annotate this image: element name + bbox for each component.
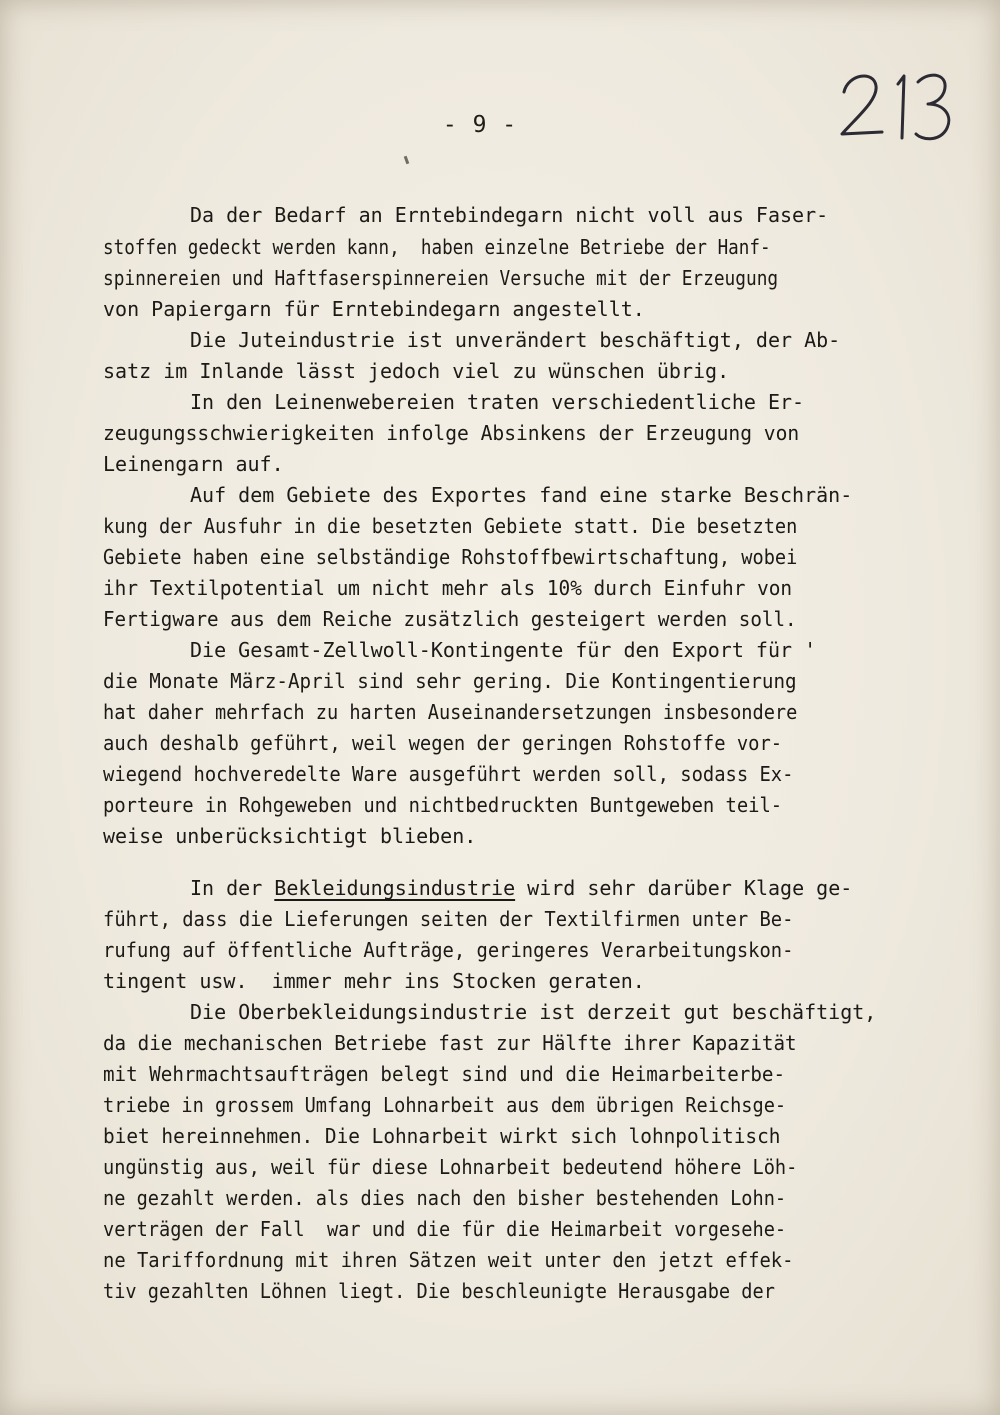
text-line: Gebiete haben eine selbständige Rohstoffbewirtschaftung, wobei [103, 545, 798, 569]
text-run: In der [190, 876, 275, 900]
text-line: die Monate März-April sind sehr gering. Die Kontingentierung [103, 669, 797, 693]
text-line: Da der Bedarf an Erntebindegarn nicht voll aus Faser- [190, 203, 829, 227]
underlined-heading-word: Bekleidungsindustrie [274, 876, 516, 900]
text-line: biet hereinnehmen. Die Lohnarbeit wirkt sich lohnpolitisch [103, 1124, 781, 1148]
text-line: auch deshalb geführt, weil wegen der geringen Rohstoffe vor- [103, 731, 783, 755]
text-line: Fertigware aus dem Reiche zusätzlich gesteigert werden soll. [103, 607, 797, 631]
text-line: tiv gezahlten Löhnen liegt. Die beschleunigte Herausgabe der [103, 1279, 775, 1303]
text-line: wiegend hochveredelte Ware ausgeführt werden soll, sodass Ex- [103, 762, 794, 786]
text-line: tingent usw. immer mehr ins Stocken geraten. [103, 969, 645, 993]
text-line: zeugungsschwierigkeiten infolge Absinkens der Erzeugung von [103, 421, 800, 445]
text-line: von Papiergarn für Erntebindegarn angestellt. [103, 297, 645, 321]
text-line: spinnereien und Haftfaserspinnereien Versuche mit der Erzeugung [103, 266, 779, 290]
text-line: mit Wehrmachtsaufträgen belegt sind und die Heimarbeiterbe- [103, 1062, 786, 1086]
text-line: weise unberücksichtigt blieben. [103, 824, 477, 848]
text-line: Auf dem Gebiete des Exportes fand eine starke Beschrän- [190, 483, 853, 507]
text-line: triebe in grossem Umfang Lohnarbeit aus dem übrigen Reichsge- [103, 1093, 787, 1117]
handwritten-folio-number [826, 62, 966, 152]
text-line: In den Leinenwebereien traten verschiedentliche Er- [190, 390, 805, 414]
text-line: Die Juteindustrie ist unverändert beschäftigt, der Ab- [190, 328, 841, 352]
text-run: wird sehr darüber Klage ge- [515, 876, 853, 900]
text-line: Die Gesamt-Zellwoll-Kontingente für den Export für ' [190, 638, 817, 662]
ink-mark [404, 156, 410, 165]
text-line: rufung auf öffentliche Aufträge, geringeres Verarbeitungskon- [103, 938, 794, 962]
text-line: stoffen gedeckt werden kann, haben einzelne Betriebe der Hanf- [103, 235, 771, 259]
text-line: führt, dass die Lieferungen seiten der Textilfirmen unter Be- [103, 907, 794, 931]
text-line: Die Oberbekleidungsindustrie ist derzeit gut beschäftigt, [190, 1000, 877, 1024]
text-line: da die mechanischen Betriebe fast zur Hälfte ihrer Kapazität [103, 1031, 797, 1055]
text-line: ne Tariffordnung mit ihren Sätzen weit unter den jetzt effek- [103, 1248, 794, 1272]
text-line: ne gezahlt werden. als dies nach den bisher bestehenden Lohn- [103, 1186, 787, 1210]
text-line: satz im Inlande lässt jedoch viel zu wünschen übrig. [103, 359, 730, 383]
text-line: ihr Textilpotential um nicht mehr als 10% durch Einfuhr von [103, 576, 793, 600]
text-line [190, 876, 852, 900]
text-line: Leinengarn auf. [103, 452, 284, 476]
text-line: porteure in Rohgeweben und nichtbedruckten Buntgeweben teil- [103, 793, 783, 817]
page-number: - 9 - [442, 112, 518, 138]
text-line: ungünstig aus, weil für diese Lohnarbeit bedeutend höhere Löh- [103, 1155, 798, 1179]
text-line: verträgen der Fall war und die für die Heimarbeit vorgesehe- [103, 1217, 787, 1241]
text-line: hat daher mehrfach zu harten Auseinandersetzungen insbesondere [103, 700, 798, 724]
text-line: kung der Ausfuhr in die besetzten Gebiete statt. Die besetzten [103, 514, 798, 538]
